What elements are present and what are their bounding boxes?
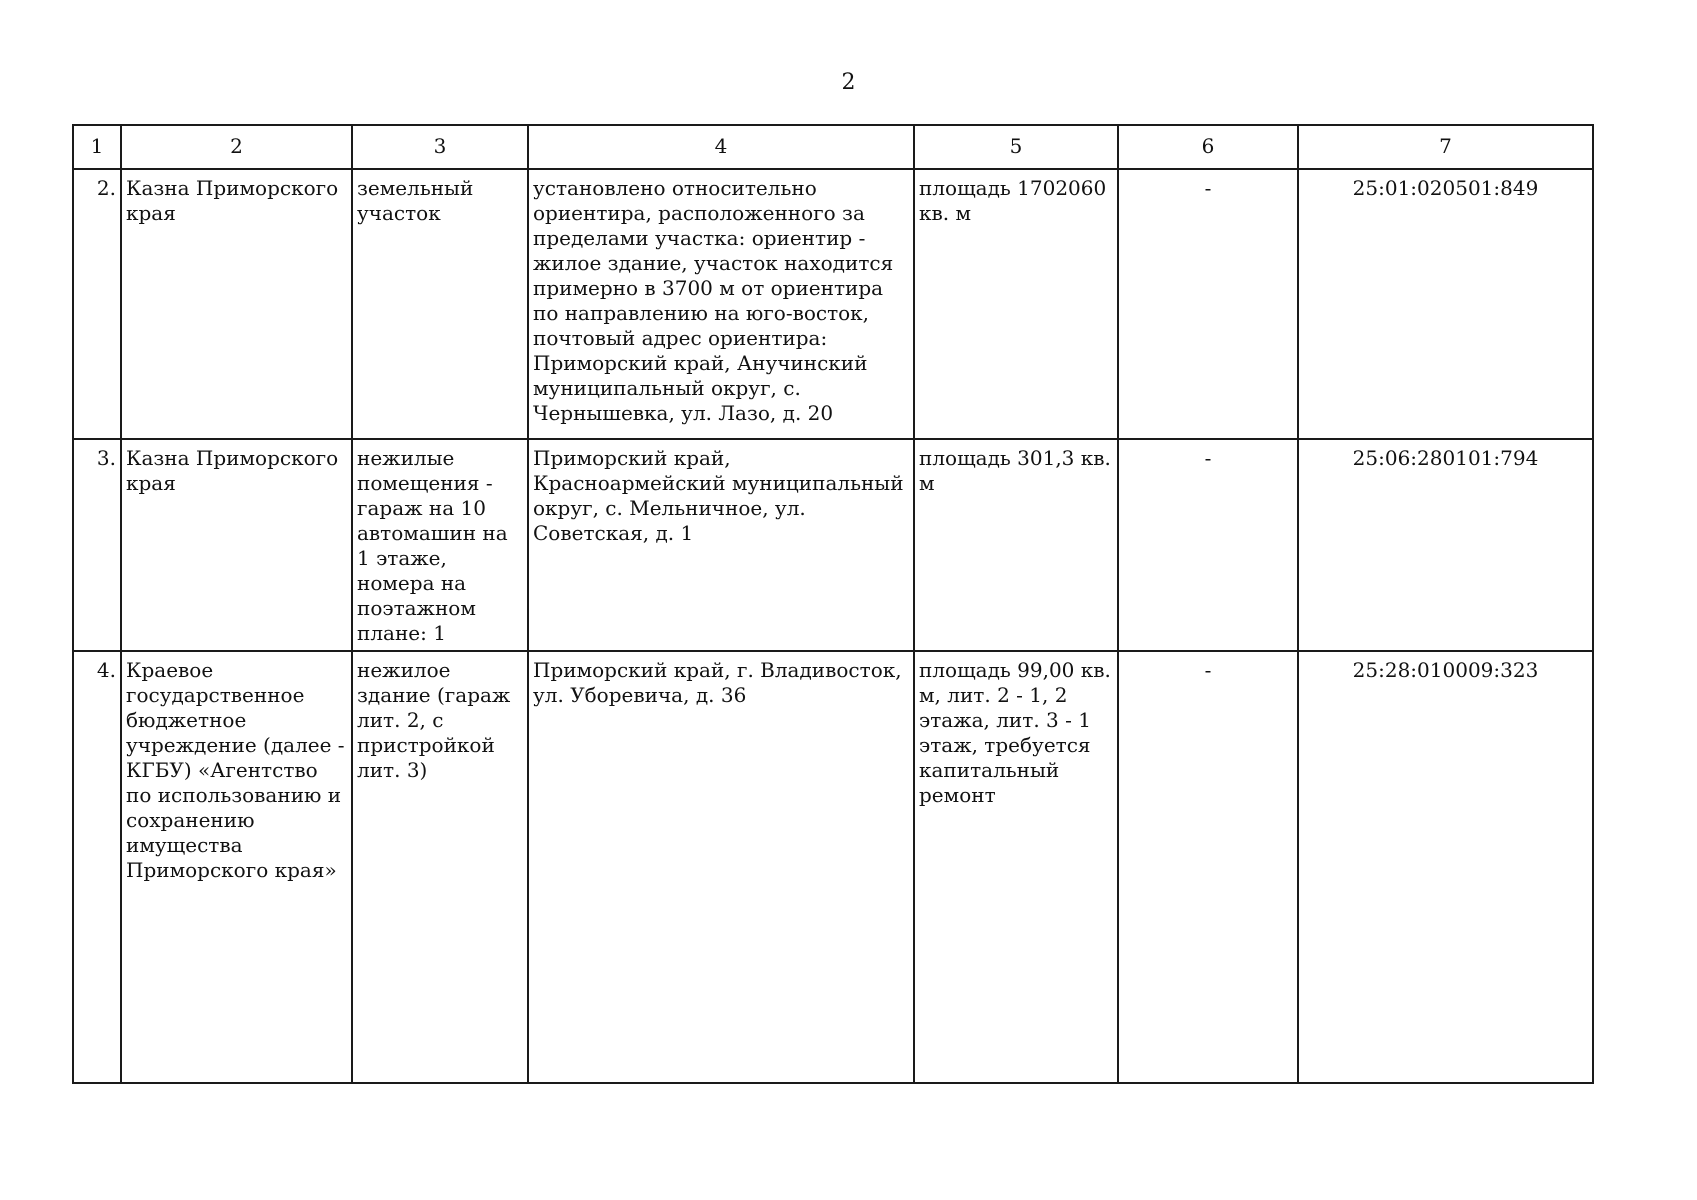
object-cell: земельный участок — [352, 169, 528, 439]
address-cell: Приморский край, г. Владивосток, ул. Уборевича, д. 36 — [528, 651, 914, 1083]
address-cell: Приморский край, Красноармейский муниципальный округ, с. Мельничное, ул. Советская, д. 1 — [528, 439, 914, 651]
header-row — [73, 125, 1593, 169]
column-header-3: 3 — [352, 125, 528, 169]
table-row — [73, 169, 1593, 439]
table-row — [73, 439, 1593, 651]
column-6-cell: - — [1118, 651, 1298, 1083]
owner-cell: Краевое государственное бюджетное учреждение (далее - КГБУ) «Агентство по использованию и сохранению имущества Приморского края» — [121, 651, 352, 1083]
column-header-2: 2 — [121, 125, 352, 169]
row-number: 4. — [73, 651, 121, 1083]
object-cell: нежилые помещения - гараж на 10 автомашин на 1 этаже, номера на поэтажном плане: 1 — [352, 439, 528, 651]
property-table — [72, 124, 1594, 1084]
column-6-cell: - — [1118, 439, 1298, 651]
area-cell: площадь 301,3 кв. м — [914, 439, 1118, 651]
cadastral-number-cell: 25:01:020501:849 — [1298, 169, 1593, 439]
cadastral-number-cell: 25:06:280101:794 — [1298, 439, 1593, 651]
column-header-4: 4 — [528, 125, 914, 169]
column-header-5: 5 — [914, 125, 1118, 169]
row-number: 3. — [73, 439, 121, 651]
object-cell: нежилое здание (гараж лит. 2, с пристройкой лит. 3) — [352, 651, 528, 1083]
owner-cell: Казна Приморского края — [121, 439, 352, 651]
address-cell: установлено относительно ориентира, расположенного за пределами участка: ориентир - жилое здание, участок находится примерно в 3700 м от ориентира по направлению на юго-восток, почтовый адрес ориентира: Приморский край, Анучинский муниципальный округ, с. Чернышевка, ул. Лазо, д. 20 — [528, 169, 914, 439]
cadastral-number-cell: 25:28:010009:323 — [1298, 651, 1593, 1083]
page-number: 2 — [841, 70, 856, 95]
table-row — [73, 651, 1593, 1083]
row-number: 2. — [73, 169, 121, 439]
column-6-cell: - — [1118, 169, 1298, 439]
area-cell: площадь 99,00 кв. м, лит. 2 - 1, 2 этажа, лит. 3 - 1 этаж, требуется капитальный ремонт — [914, 651, 1118, 1083]
column-header-1: 1 — [73, 125, 121, 169]
area-cell: площадь 1702060 кв. м — [914, 169, 1118, 439]
column-header-7: 7 — [1298, 125, 1593, 169]
column-header-6: 6 — [1118, 125, 1298, 169]
owner-cell: Казна Приморского края — [121, 169, 352, 439]
